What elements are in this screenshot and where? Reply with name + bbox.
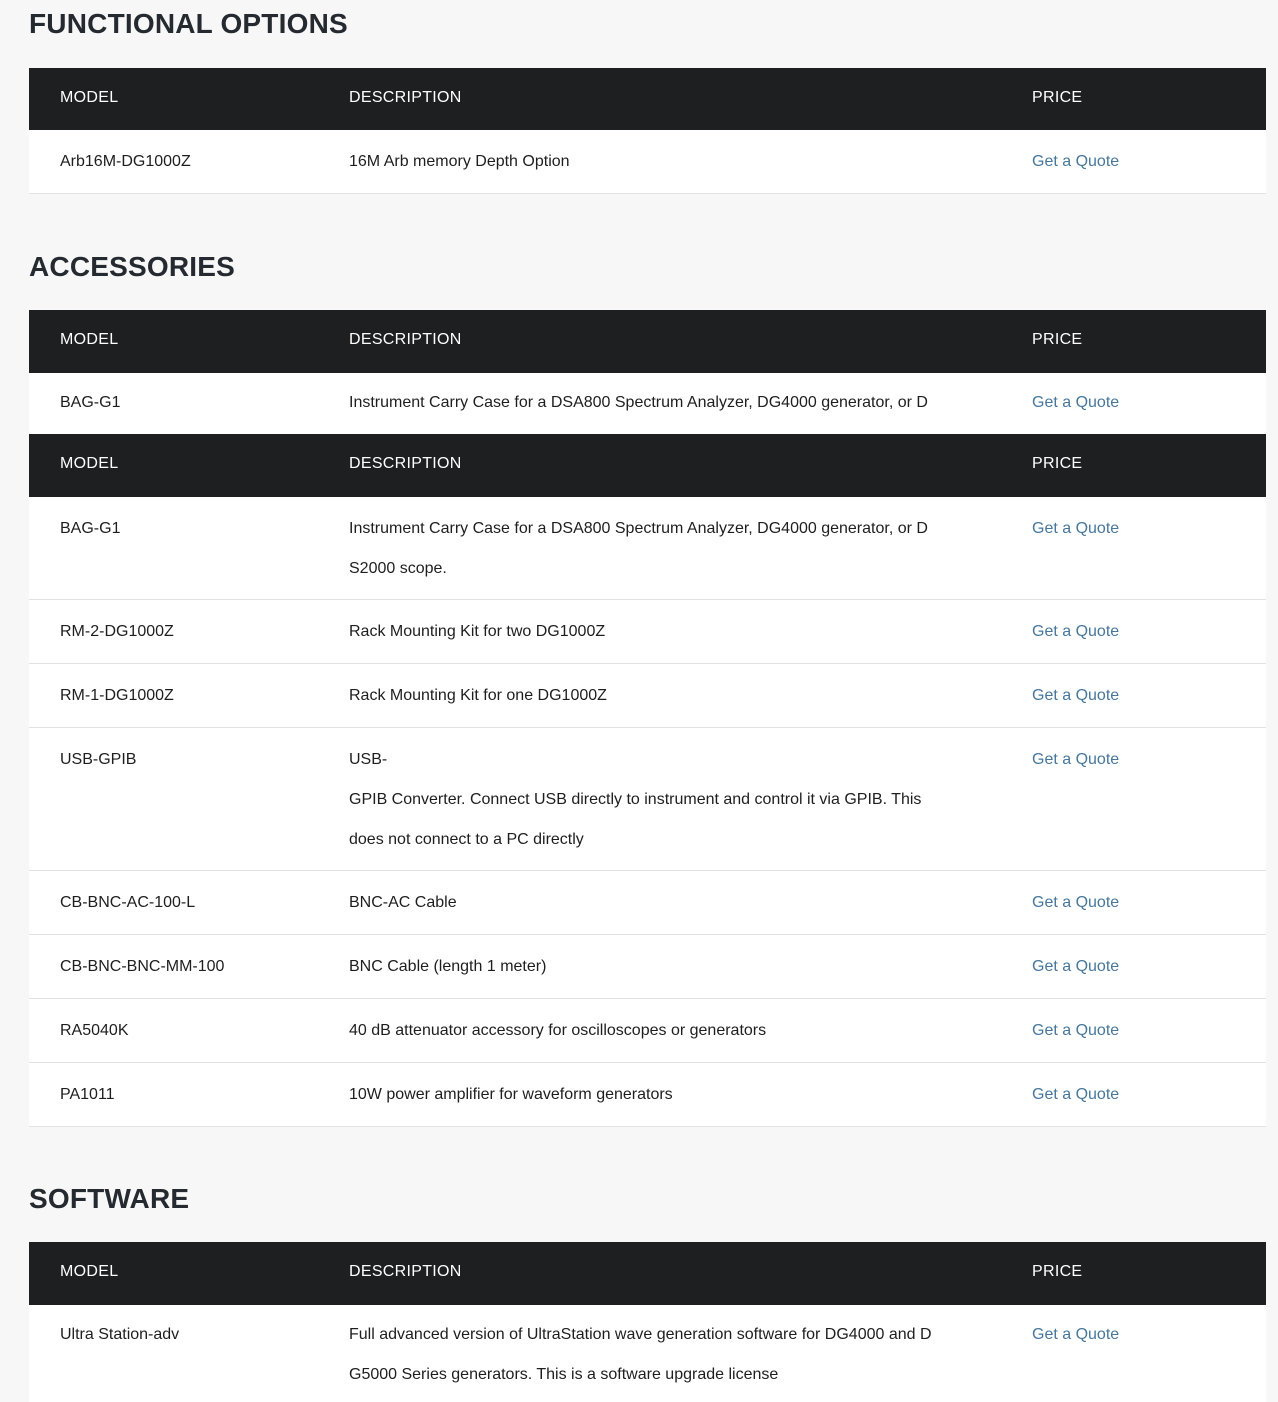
description-line: Rack Mounting Kit for one DG1000Z xyxy=(349,687,607,704)
get-a-quote-link[interactable]: Get a Quote xyxy=(1032,1022,1120,1039)
model-cell: RM-2-DG1000Z xyxy=(60,623,174,640)
description-line: 16M Arb memory Depth Option xyxy=(349,153,570,170)
table-row xyxy=(29,999,1266,1063)
price-cell xyxy=(1032,1315,1119,1355)
column-header-model: MODEL xyxy=(60,89,119,106)
description-cell xyxy=(349,1075,929,1115)
price-cell xyxy=(1032,883,1119,923)
column-header-model: MODEL xyxy=(60,331,119,348)
description-line: BNC-AC Cable xyxy=(349,894,457,911)
table-header-repeat xyxy=(29,434,1266,497)
column-header-price: PRICE xyxy=(1032,455,1083,472)
description-cell xyxy=(349,883,929,923)
get-a-quote-link[interactable]: Get a Quote xyxy=(1032,751,1120,768)
software-table xyxy=(29,1242,1266,1402)
description-line: does not connect to a PC directly xyxy=(349,831,584,848)
section-title-functional-options: FUNCTIONAL OPTIONS xyxy=(29,8,348,39)
table-header xyxy=(29,1242,1266,1305)
model-cell: CB-BNC-AC-100-L xyxy=(60,894,196,911)
model-cell: CB-BNC-BNC-MM-100 xyxy=(60,958,225,975)
get-a-quote-link[interactable]: Get a Quote xyxy=(1032,687,1120,704)
column-header-price: PRICE xyxy=(1032,331,1083,348)
get-a-quote-link[interactable]: Get a Quote xyxy=(1032,394,1120,411)
description-line: 40 dB attenuator accessory for oscilloscopes or generators xyxy=(349,1022,767,1039)
description-line: S2000 scope. xyxy=(349,560,447,577)
column-header-description: DESCRIPTION xyxy=(349,455,462,472)
column-header-model: MODEL xyxy=(60,1263,119,1280)
model-cell: PA1011 xyxy=(60,1086,115,1103)
column-header-model: MODEL xyxy=(60,455,119,472)
table-header xyxy=(29,310,1266,373)
column-header-description: DESCRIPTION xyxy=(349,89,462,106)
section-title-software: SOFTWARE xyxy=(29,1183,190,1214)
accessories-table xyxy=(29,310,1266,1127)
model-cell: RA5040K xyxy=(60,1022,129,1039)
table-row xyxy=(29,871,1266,935)
get-a-quote-link[interactable]: Get a Quote xyxy=(1032,894,1120,911)
table-row xyxy=(29,1305,1266,1402)
model-cell: BAG-G1 xyxy=(60,394,121,411)
price-cell xyxy=(1032,947,1119,987)
price-cell xyxy=(1032,1011,1119,1051)
price-cell xyxy=(1032,740,1119,780)
table-row xyxy=(29,373,1266,434)
model-cell: Ultra Station-adv xyxy=(60,1326,180,1343)
get-a-quote-link[interactable]: Get a Quote xyxy=(1032,1086,1120,1103)
description-line: Full advanced version of UltraStation wave generation software for DG4000 and D xyxy=(349,1326,932,1343)
get-a-quote-link[interactable]: Get a Quote xyxy=(1032,958,1120,975)
description-cell xyxy=(349,142,929,182)
table-row xyxy=(29,600,1266,664)
description-cell: Instrument Carry Case for a DSA800 Spectrum Analyzer, DG4000 generator, or D xyxy=(349,394,928,411)
price-cell xyxy=(1032,142,1119,182)
description-line: G5000 Series generators. This is a software upgrade license xyxy=(349,1366,779,1383)
column-header-description: DESCRIPTION xyxy=(349,1263,462,1280)
table-row xyxy=(29,935,1266,999)
description-line: Rack Mounting Kit for two DG1000Z xyxy=(349,623,606,640)
model-cell: Arb16M-DG1000Z xyxy=(60,153,191,170)
get-a-quote-link[interactable]: Get a Quote xyxy=(1032,1326,1120,1343)
get-a-quote-link[interactable]: Get a Quote xyxy=(1032,153,1120,170)
description-line: GPIB Converter. Connect USB directly to instrument and control it via GPIB. This xyxy=(349,791,922,808)
model-cell: USB-GPIB xyxy=(60,751,137,768)
price-cell xyxy=(1032,509,1119,549)
description-cell xyxy=(349,676,929,716)
description-line: 10W power amplifier for waveform generators xyxy=(349,1086,673,1103)
description-cell xyxy=(349,740,989,860)
get-a-quote-link[interactable]: Get a Quote xyxy=(1032,623,1120,640)
price-cell xyxy=(1032,383,1119,423)
description-line: BNC Cable (length 1 meter) xyxy=(349,958,547,975)
table-row xyxy=(29,664,1266,728)
functional-options-table xyxy=(29,68,1266,194)
model-cell: RM-1-DG1000Z xyxy=(60,687,174,704)
model-cell: BAG-G1 xyxy=(60,520,121,537)
description-cell xyxy=(349,1011,929,1051)
price-cell xyxy=(1032,1075,1119,1115)
table-row xyxy=(29,130,1266,194)
price-cell xyxy=(1032,676,1119,716)
description-cell xyxy=(349,1315,989,1395)
price-cell xyxy=(1032,612,1119,652)
section-title-accessories: ACCESSORIES xyxy=(29,251,236,282)
table-header xyxy=(29,68,1266,130)
table-row xyxy=(29,1063,1266,1127)
table-row xyxy=(29,497,1266,600)
table-row xyxy=(29,728,1266,871)
description-line: Instrument Carry Case for a DSA800 Spectrum Analyzer, DG4000 generator, or D xyxy=(349,520,928,537)
description-cell xyxy=(349,509,989,589)
column-header-price: PRICE xyxy=(1032,1263,1083,1280)
description-cell xyxy=(349,612,929,652)
description-cell xyxy=(349,947,929,987)
get-a-quote-link[interactable]: Get a Quote xyxy=(1032,520,1120,537)
column-header-price: PRICE xyxy=(1032,89,1083,106)
description-line: USB- xyxy=(349,751,388,768)
column-header-description: DESCRIPTION xyxy=(349,331,462,348)
